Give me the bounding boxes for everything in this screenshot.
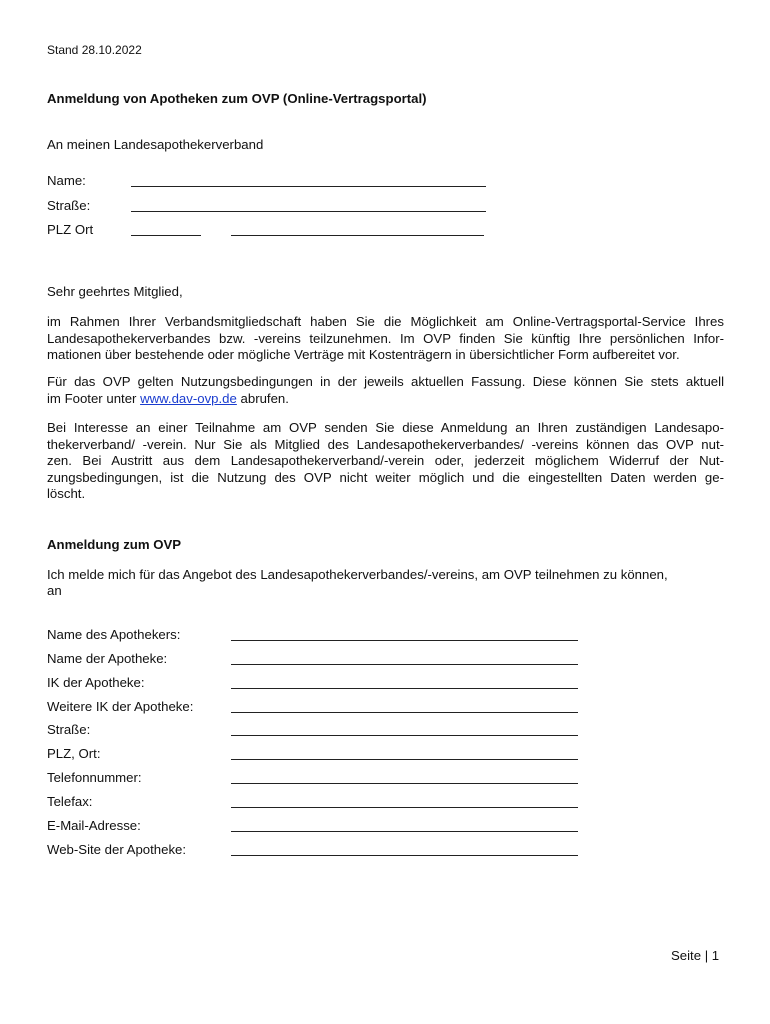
- field-label: E-Mail-Adresse:: [47, 818, 141, 833]
- paragraph-2-line: [47, 391, 724, 408]
- field-label: Telefax:: [47, 794, 93, 809]
- paragraph-3-line: löscht.: [47, 486, 86, 501]
- paragraph-3-line: zungsbedingungen, ist die Nutzung des OVP nicht weiter möglich und die eingestellten Daten werden ge-: [47, 469, 724, 485]
- registration-text-line-1: Ich melde mich für das Angebot des Landesapothekerverbandes/-vereins, am OVP teilnehmen zu können,: [47, 567, 668, 582]
- registration-heading: Anmeldung zum OVP: [47, 537, 182, 552]
- field-label: PLZ, Ort:: [47, 746, 101, 761]
- field-line[interactable]: [231, 831, 578, 832]
- paragraph-1-line: mationen über bestehende oder mögliche Verträge mit Kostenträgern in übersichtlicher Form aufbereitet vor.: [47, 347, 680, 362]
- recipient-street-line[interactable]: [131, 211, 486, 212]
- document-title: Anmeldung von Apotheken zum OVP (Online-Vertragsportal): [47, 91, 427, 106]
- field-label: Straße:: [47, 722, 91, 737]
- paragraph-1-line: Landesapothekerverbandes bzw. -vereins teilzunehmen. Im OVP finden Sie künftig Ihre persönlichen Infor-: [47, 330, 724, 346]
- paragraph-3-line: zen. Bei Austritt aus dem Landesapothekerverband/-verein oder, jederzeit möglichem Widerruf der Nut-: [47, 453, 724, 468]
- paragraph-3: [47, 420, 724, 503]
- recipient-street-label: Straße:: [47, 198, 91, 213]
- recipient-city-line[interactable]: [231, 235, 484, 236]
- paragraph-2-line: Für das OVP gelten Nutzungsbedingungen in der jeweils aktuellen Fassung. Diese können Sie stets aktuell: [47, 374, 724, 389]
- paragraph-1: [47, 314, 724, 364]
- recipient-name-line[interactable]: [131, 186, 486, 187]
- field-line[interactable]: [231, 783, 578, 784]
- field-line[interactable]: [231, 712, 578, 713]
- registration-text-line-2: an: [47, 583, 62, 598]
- paragraph-2-pre: im Footer unter: [47, 390, 141, 406]
- field-line[interactable]: [231, 735, 578, 736]
- page-number: Seite | 1: [671, 948, 720, 963]
- ovp-website-link[interactable]: www.dav-ovp.de: [140, 390, 237, 406]
- recipient-city-label: PLZ Ort: [47, 222, 94, 237]
- field-label: Name der Apotheke:: [47, 651, 168, 666]
- field-label: Name des Apothekers:: [47, 627, 181, 642]
- paragraph-2: [47, 374, 724, 407]
- field-label: IK der Apotheke:: [47, 675, 145, 690]
- recipient-name-label: Name:: [47, 173, 86, 188]
- field-line[interactable]: [231, 664, 578, 665]
- recipient-intro: An meinen Landesapothekerverband: [47, 137, 264, 152]
- greeting: Sehr geehrtes Mitglied,: [47, 284, 183, 299]
- field-label: Weitere IK der Apotheke:: [47, 699, 194, 714]
- field-line[interactable]: [231, 807, 578, 808]
- recipient-zip-line[interactable]: [131, 235, 201, 236]
- field-line[interactable]: [231, 688, 578, 689]
- field-line[interactable]: [231, 855, 578, 856]
- date-stamp: Stand 28.10.2022: [47, 43, 142, 57]
- field-line[interactable]: [231, 640, 578, 641]
- field-label: Telefonnummer:: [47, 770, 142, 785]
- field-line[interactable]: [231, 759, 578, 760]
- paragraph-3-line: thekerverband/ -verein. Nur Sie als Mitglied des Landesapothekerverbandes/ -vereins können das OVP nut-: [47, 436, 724, 452]
- field-label: Web-Site der Apotheke:: [47, 842, 187, 857]
- paragraph-3-line: Bei Interesse an einer Teilnahme am OVP senden Sie diese Anmeldung an Ihren zuständigen Landesapo-: [47, 420, 724, 435]
- paragraph-1-line: im Rahmen Ihrer Verbandsmitgliedschaft haben Sie die Möglichkeit am Online-Vertragsportal-Service Ihres: [47, 314, 724, 329]
- paragraph-2-post: abrufen.: [236, 390, 289, 406]
